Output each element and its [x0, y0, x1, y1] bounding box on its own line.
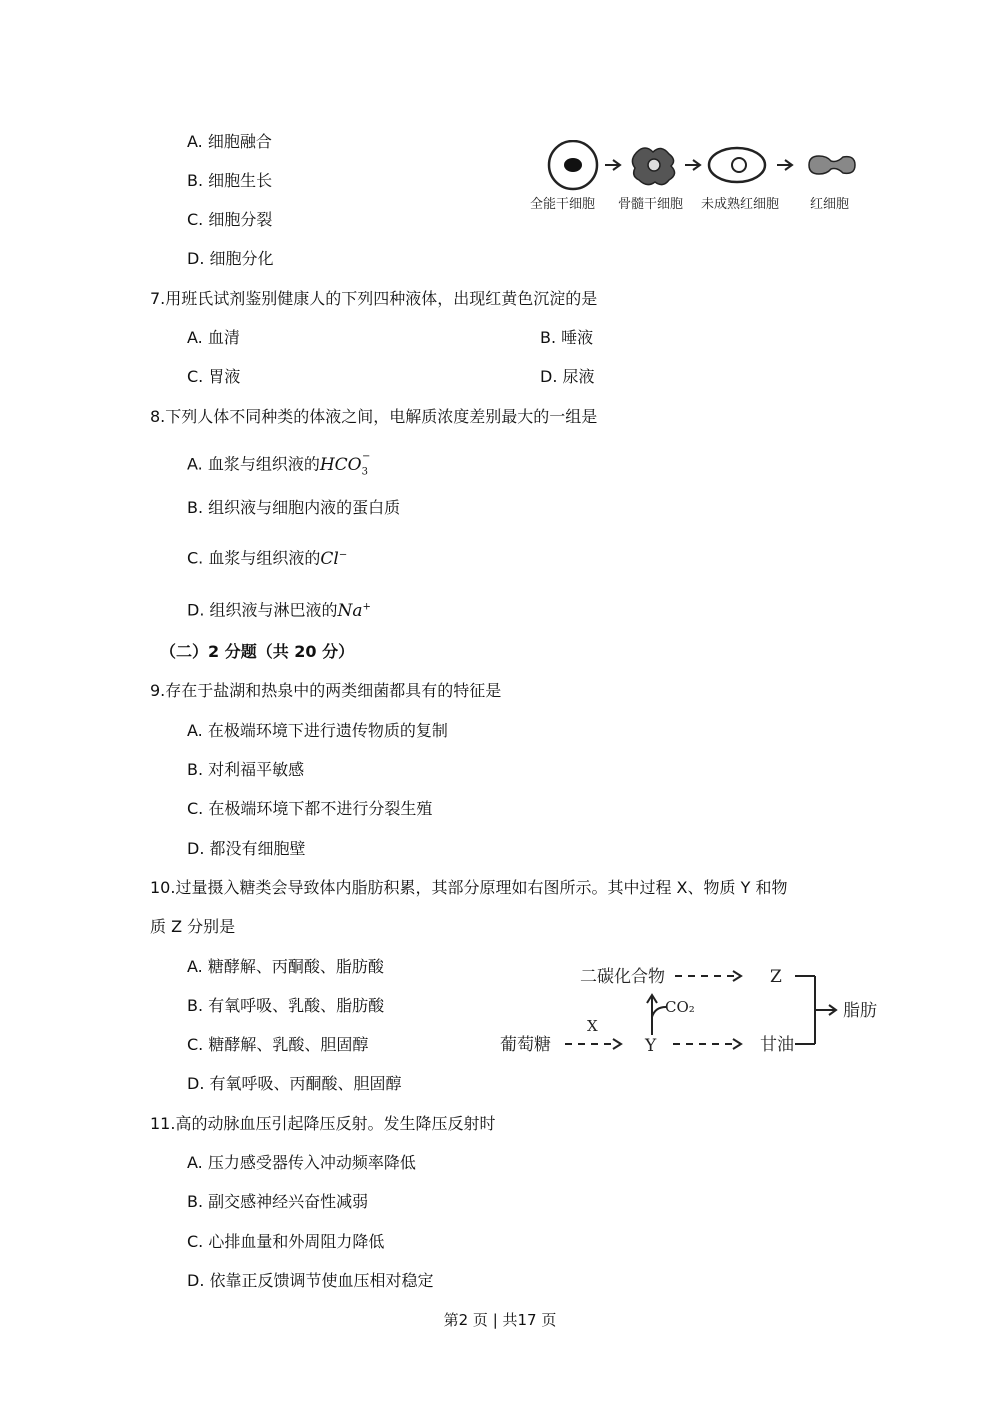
totipotent-stem-cell-icon — [549, 141, 597, 189]
immature-red-cell-icon — [709, 148, 765, 182]
label-fat: 脂肪 — [843, 1001, 877, 1021]
label-glucose: 葡萄糖 — [500, 1035, 551, 1055]
q11-option-a: A. 压力感受器传入冲动频率降低 — [187, 1153, 416, 1172]
q10-option-b: B. 有氧呼吸、乳酸、脂肪酸 — [187, 996, 385, 1015]
q6-option-c: C. 细胞分裂 — [187, 210, 273, 229]
q7-stem: 7.用班氏试剂鉴别健康人的下列四种液体，出现红黄色沉淀的是 — [150, 289, 598, 308]
q10-stem-line1: 10.过量摄入糖类会导致体内脂肪积累，其部分原理如右图所示。其中过程 X、物质 Y 和物 — [150, 878, 788, 897]
q10-option-a: A. 糖酵解、丙酮酸、脂肪酸 — [187, 957, 384, 976]
cell-differentiation-figure — [525, 140, 865, 220]
label-glycerol: 甘油 — [760, 1035, 794, 1055]
q8-option-c: C. 血浆与组织液的Cl− — [187, 548, 348, 569]
arrow-icon — [605, 160, 620, 170]
metabolism-diagram — [495, 955, 915, 1065]
q9-option-b: B. 对利福平敏感 — [187, 760, 305, 779]
bone-marrow-stem-cell-icon — [632, 148, 674, 185]
q9-option-d: D. 都没有细胞壁 — [187, 839, 306, 858]
q11-option-d: D. 依靠正反馈调节使血压相对稳定 — [187, 1271, 434, 1290]
q8-option-b: B. 组织液与细胞内液的蛋白质 — [187, 498, 401, 517]
label-totipotent: 全能干细胞 — [530, 197, 596, 212]
label-x: X — [587, 1017, 598, 1035]
section-heading: （二）2 分题（共 20 分） — [160, 642, 355, 661]
q6-option-a: A. 细胞融合 — [187, 132, 272, 151]
q7-option-d: D. 尿液 — [540, 367, 595, 386]
q8-option-a: A. 血浆与组织液的$HCO_3^-$ — [187, 451, 371, 478]
q6-option-d: D. 细胞分化 — [187, 249, 274, 268]
q11-option-b: B. 副交感神经兴奋性减弱 — [187, 1192, 369, 1211]
q10-option-d: D. 有氧呼吸、丙酮酸、胆固醇 — [187, 1074, 402, 1093]
label-marrow: 骨髓干细胞 — [618, 197, 684, 212]
label-y: Y — [645, 1036, 657, 1056]
q6-option-b: B. 细胞生长 — [187, 171, 273, 190]
label-rbc: 红细胞 — [810, 197, 850, 212]
q10-option-c: C. 糖酵解、乳酸、胆固醇 — [187, 1035, 369, 1054]
q7-option-c: C. 胃液 — [187, 367, 241, 386]
label-two-carbon: 二碳化合物 — [580, 967, 665, 987]
q8-option-d: D. 组织液与淋巴液的Na+ — [187, 600, 371, 621]
arrow-icon — [815, 1005, 836, 1015]
label-z: Z — [770, 967, 782, 987]
q10-stem-line2: 质 Z 分别是 — [150, 917, 236, 936]
q9-option-c: C. 在极端环境下都不进行分裂生殖 — [187, 799, 433, 818]
red-blood-cell-icon — [809, 156, 855, 174]
page-footer: 第2 页 | 共17 页 — [443, 1311, 557, 1329]
q11-option-c: C. 心排血量和外周阻力降低 — [187, 1232, 385, 1251]
label-co2: CO₂ — [665, 998, 695, 1016]
q9-stem: 9.存在于盐湖和热泉中的两类细菌都具有的特征是 — [150, 681, 502, 700]
label-immature: 未成熟红细胞 — [701, 197, 780, 212]
q11-stem: 11.高的动脉血压引起降压反射。发生降压反射时 — [150, 1114, 496, 1133]
q7-option-a: A. 血清 — [187, 328, 240, 347]
q8-stem: 8.下列人体不同种类的体液之间，电解质浓度差别最大的一组是 — [150, 407, 598, 426]
q7-option-b: B. 唾液 — [540, 328, 594, 347]
arrow-icon — [777, 160, 792, 170]
arrow-icon — [685, 160, 700, 170]
q9-option-a: A. 在极端环境下进行遗传物质的复制 — [187, 721, 448, 740]
